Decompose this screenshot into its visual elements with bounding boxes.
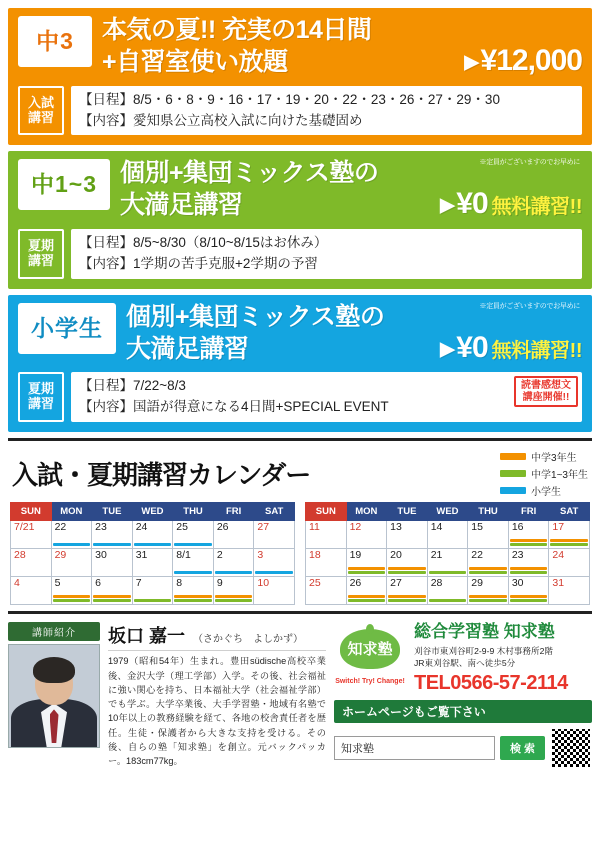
weekday-sun: SUN — [306, 503, 347, 521]
detail-text-box — [71, 372, 582, 422]
calendar-day-bars — [510, 567, 548, 575]
calendar-course-bar — [255, 571, 293, 574]
calendar-grids — [8, 502, 592, 605]
calendar-day-cell — [92, 577, 133, 605]
calendar-day-number: 11 — [309, 521, 320, 534]
calendar-day-number: 22 — [471, 549, 483, 562]
calendar-course-bar — [388, 567, 426, 570]
calendar-week-row — [11, 521, 295, 549]
telephone-number[interactable]: TEL0566-57-2114 — [414, 671, 568, 694]
calendar-day-number: 26 — [216, 521, 229, 534]
calendar-day-cell — [468, 577, 509, 605]
detail-tag-line1: 夏期 — [27, 381, 54, 397]
promo-header — [18, 159, 582, 221]
calendar-day-bars — [134, 599, 172, 602]
calendar-day-number: 22 — [54, 521, 67, 534]
calendar-course-bar — [53, 543, 91, 546]
detail-content: 【内容】愛知県公立高校入試に向けた基礎固め — [79, 112, 363, 128]
weekday-thu: THU — [468, 503, 509, 521]
calendar-day-number: 27 — [257, 521, 270, 534]
promo-detail — [18, 229, 582, 279]
arrow-icon: ▶ — [440, 338, 455, 360]
detail-text-box — [71, 229, 582, 279]
calendar-course-bar — [388, 595, 426, 598]
special-event-stamp — [514, 376, 578, 407]
calendar-header — [8, 449, 592, 502]
calendar-day-cell — [173, 521, 214, 549]
school-address — [414, 645, 568, 670]
calendar-day-bars — [134, 543, 172, 546]
calendar-day-number: 13 — [390, 521, 402, 534]
calendar-day-number: 8 — [176, 577, 183, 590]
calendar-day-cell — [346, 549, 387, 577]
calendar-day-bars — [215, 595, 253, 603]
calendar-day-cell — [213, 549, 254, 577]
calendar-day-number: 26 — [349, 577, 362, 590]
price-value: ¥0 — [456, 187, 488, 221]
stamp-line2: 講座開催!! — [522, 391, 570, 403]
promo-headline — [120, 159, 582, 221]
calendar-day-cell — [508, 521, 549, 549]
calendar-day-number: 24 — [552, 549, 565, 562]
calendar-legend — [500, 449, 588, 498]
calendar-day-bars — [510, 595, 548, 603]
calendar-day-bars — [550, 539, 588, 547]
calendar-day-cell — [468, 521, 509, 549]
headline-line2: 大満足講習 — [120, 191, 243, 220]
calendar-day-number: 18 — [309, 549, 321, 562]
calendar-course-bar — [348, 595, 386, 598]
promo-detail — [18, 86, 582, 136]
calendar-course-bar — [174, 595, 212, 598]
weekday-mon: MON — [346, 503, 387, 521]
calendar-day-number: 21 — [430, 549, 443, 562]
weekday-tue: TUE — [92, 503, 133, 521]
calendar-day-number: 10 — [257, 577, 270, 590]
calendar-day-bars — [255, 571, 293, 574]
contact-top-row — [334, 622, 592, 694]
calendar-course-bar — [510, 599, 548, 602]
legend-item — [500, 449, 588, 464]
calendar-day-bars — [469, 595, 507, 603]
price-group — [464, 44, 582, 78]
legend-label: 中学1~3年生 — [531, 470, 588, 482]
calendar-day-number: 27 — [390, 577, 402, 590]
calendar-day-number: 20 — [390, 549, 402, 562]
calendar-day-bars — [348, 567, 386, 575]
calendar-day-cell — [92, 521, 133, 549]
calendar-course-bar — [510, 571, 548, 574]
calendar-course-bar — [53, 599, 91, 602]
calendar-day-number: 7 — [135, 577, 142, 590]
calendar-day-number: 28 — [430, 577, 443, 590]
price-group — [440, 187, 582, 221]
calendar-section — [8, 438, 592, 605]
calendar-day-cell — [387, 521, 428, 549]
address-line2: JR東刈谷駅、南へ徒歩5分 — [414, 658, 516, 669]
calendar-day-bars — [93, 543, 131, 546]
calendar-day-cell — [213, 521, 254, 549]
promo-header — [18, 16, 582, 78]
calendar-course-bar — [134, 599, 172, 602]
calendar-course-bar — [429, 571, 467, 574]
calendar-day-number: 12 — [349, 521, 362, 534]
weekday-sun: SUN — [11, 503, 52, 521]
calendar-day-bars — [429, 599, 467, 602]
promo-headline — [126, 303, 582, 365]
calendar-week-row — [11, 549, 295, 577]
stamp-line1: 読書感想文 — [521, 380, 571, 392]
calendar-day-cell — [549, 549, 590, 577]
calendar-month-august — [305, 502, 590, 605]
calendar-day-number: 24 — [135, 521, 148, 534]
calendar-day-number: 31 — [552, 577, 565, 590]
calendar-day-cell — [173, 577, 214, 605]
calendar-day-cell — [11, 549, 52, 577]
calendar-day-cell — [173, 549, 214, 577]
weekday-tue: TUE — [387, 503, 428, 521]
qr-code-icon[interactable] — [550, 727, 592, 769]
calendar-day-cell — [51, 521, 92, 549]
calendar-course-bar — [429, 599, 467, 602]
price-value: ¥12,000 — [480, 44, 582, 77]
grade-badge: 中3 — [18, 16, 92, 67]
detail-tag-line2: 講習 — [27, 252, 54, 268]
calendar-course-bar — [93, 599, 131, 602]
calendar-day-number: 19 — [349, 549, 362, 562]
contact-details — [414, 622, 568, 694]
calendar-course-bar — [469, 599, 507, 602]
calendar-day-cell — [11, 521, 52, 549]
calendar-day-cell — [346, 521, 387, 549]
arrow-icon: ▶ — [464, 52, 479, 73]
calendar-day-number: 29 — [54, 549, 67, 562]
weekday-mon: MON — [51, 503, 92, 521]
legend-swatch-green — [500, 470, 526, 477]
calendar-day-bars — [174, 543, 212, 546]
free-label: 無料講習!! — [491, 196, 582, 219]
calendar-week-row — [306, 521, 590, 549]
calendar-day-cell — [508, 577, 549, 605]
calendar-day-bars — [469, 567, 507, 575]
calendar-day-number: 8/1 — [176, 549, 191, 562]
calendar-day-cell — [213, 577, 254, 605]
promo-headline — [102, 16, 582, 78]
calendar-course-bar — [215, 599, 253, 602]
calendar-table — [10, 502, 295, 605]
photo-hair — [33, 657, 75, 683]
detail-content: 【内容】国語が得意になる4日間+SPECIAL EVENT — [79, 399, 389, 415]
calendar-day-cell — [427, 521, 468, 549]
calendar-day-bars — [388, 595, 426, 603]
weekday-sat: SAT — [549, 503, 590, 521]
calendar-day-cell — [427, 577, 468, 605]
promo-header — [18, 303, 582, 365]
detail-text-box — [71, 86, 582, 136]
calendar-week-row — [306, 577, 590, 605]
promo-block-elementary — [8, 295, 592, 432]
calendar-course-bar — [388, 571, 426, 574]
grade-badge: 中1~3 — [18, 159, 110, 210]
calendar-day-number: 30 — [511, 577, 524, 590]
headline-line1: 個別+集団ミックス塾の — [120, 159, 379, 188]
headline-line1: 個別+集団ミックス塾の — [126, 302, 385, 331]
calendar-day-cell — [387, 549, 428, 577]
calendar-day-cell — [508, 549, 549, 577]
detail-tag-line1: 入試 — [27, 94, 54, 110]
arrow-icon: ▶ — [440, 195, 455, 217]
promo-block-junior3 — [8, 8, 592, 145]
calendar-course-bar — [388, 599, 426, 602]
logo-text: 知求塾 — [347, 641, 393, 659]
detail-date: 【日程】7/22~8/3 — [79, 378, 186, 394]
teacher-photo — [8, 644, 100, 748]
legend-item — [500, 483, 588, 498]
detail-tag — [18, 229, 64, 279]
calendar-course-bar — [174, 571, 212, 574]
address-line1: 刈谷市東刈谷町2-9-9 木村事務所2階 — [414, 645, 553, 656]
calendar-course-bar — [469, 571, 507, 574]
calendar-course-bar — [550, 539, 588, 542]
calendar-day-number: 16 — [511, 521, 524, 534]
calendar-course-bar — [93, 595, 131, 598]
calendar-day-bars — [174, 571, 212, 574]
calendar-week-row — [11, 577, 295, 605]
calendar-week-row — [306, 549, 590, 577]
calendar-day-bars — [53, 543, 91, 546]
detail-date: 【日程】8/5・6・8・9・16・17・19・20・22・23・26・27・29・30 — [79, 91, 500, 107]
calendar-course-bar — [550, 543, 588, 546]
headline-line1: 本気の夏!! 充実の14日間 — [102, 16, 372, 44]
legend-label: 小学生 — [531, 487, 562, 499]
search-button[interactable]: 検 索 — [500, 736, 545, 760]
search-row — [334, 727, 592, 769]
calendar-course-bar — [215, 571, 253, 574]
calendar-day-number: 23 — [511, 549, 524, 562]
legend-swatch-orange — [500, 453, 526, 460]
calendar-body-0 — [11, 521, 295, 605]
headline-line2: +自習室使い放題 — [102, 48, 288, 76]
weekday-sat: SAT — [254, 503, 295, 521]
headline-line2: 大満足講習 — [126, 334, 249, 363]
calendar-course-bar — [174, 543, 212, 546]
calendar-title: 入試・夏期講習カレンダー — [12, 460, 311, 491]
calendar-day-cell — [254, 549, 295, 577]
calendar-day-cell — [11, 577, 52, 605]
calendar-day-cell — [132, 549, 173, 577]
calendar-day-cell — [306, 521, 347, 549]
calendar-course-bar — [348, 599, 386, 602]
price-group — [440, 331, 582, 365]
homepage-banner: ホームページもご覧下さい — [334, 700, 592, 723]
calendar-course-bar — [215, 595, 253, 598]
calendar-table — [305, 502, 590, 605]
calendar-day-bars — [510, 539, 548, 547]
calendar-day-cell — [427, 549, 468, 577]
calendar-day-number: 28 — [14, 549, 26, 562]
detail-tag-line1: 夏期 — [27, 238, 54, 254]
calendar-course-bar — [93, 543, 131, 546]
calendar-day-cell — [306, 577, 347, 605]
legend-label: 中学3年生 — [531, 453, 577, 465]
logo-tagline: Switch! Try! Change! — [335, 678, 405, 686]
footer-section — [8, 611, 592, 768]
calendar-day-cell — [51, 577, 92, 605]
grade-badge: 小学生 — [18, 303, 116, 354]
calendar-course-bar — [348, 567, 386, 570]
calendar-day-bars — [53, 595, 91, 603]
calendar-course-bar — [53, 595, 91, 598]
calendar-day-number: 4 — [14, 577, 20, 590]
calendar-weekday-row — [306, 503, 590, 521]
calendar-day-bars — [93, 595, 131, 603]
calendar-course-bar — [134, 543, 172, 546]
teacher-ribbon-label: 講師紹介 — [8, 622, 100, 641]
calendar-course-bar — [348, 571, 386, 574]
calendar-day-bars — [388, 567, 426, 575]
calendar-body-1 — [306, 521, 590, 605]
calendar-course-bar — [174, 599, 212, 602]
calendar-day-cell — [468, 549, 509, 577]
detail-tag-line2: 講習 — [27, 396, 54, 412]
calendar-day-number: 29 — [471, 577, 483, 590]
calendar-day-number: 7/21 — [14, 521, 35, 534]
capacity-note: ※定員がございますのでお早めに — [479, 159, 580, 167]
capacity-note: ※定員がございますのでお早めに — [479, 302, 580, 310]
calendar-day-cell — [254, 577, 295, 605]
weekday-fri: FRI — [508, 503, 549, 521]
calendar-day-cell — [549, 577, 590, 605]
calendar-day-number: 30 — [95, 549, 107, 562]
calendar-course-bar — [510, 539, 548, 542]
calendar-day-bars — [215, 571, 253, 574]
search-input[interactable] — [334, 736, 495, 760]
calendar-day-number: 9 — [216, 577, 223, 590]
detail-tag — [18, 372, 64, 422]
flyer-page — [0, 8, 600, 848]
weekday-wed: WED — [132, 503, 173, 521]
calendar-day-cell — [132, 521, 173, 549]
calendar-course-bar — [510, 595, 548, 598]
teacher-name: 坂口 嘉一 — [108, 626, 186, 647]
free-label: 無料講習!! — [491, 339, 582, 362]
calendar-day-cell — [306, 549, 347, 577]
calendar-day-cell — [549, 521, 590, 549]
detail-content: 【内容】1学期の苦手克服+2学期の予習 — [79, 255, 318, 271]
calendar-day-number: 25 — [309, 577, 321, 590]
calendar-day-cell — [254, 521, 295, 549]
calendar-day-number: 14 — [430, 521, 443, 534]
contact-block — [334, 622, 592, 768]
promo-block-junior1to3 — [8, 151, 592, 288]
calendar-course-bar — [469, 567, 507, 570]
calendar-day-cell — [92, 549, 133, 577]
calendar-day-number: 2 — [216, 549, 223, 562]
calendar-day-cell — [132, 577, 173, 605]
weekday-wed: WED — [427, 503, 468, 521]
calendar-day-number: 6 — [95, 577, 101, 590]
teacher-description: 1979（昭和54年）生まれ。豊田südische高校卒業後、金沢大学（理工学部）入学。その後、社会福祉に強い関心を持ち、日本福祉大学（社会福祉学部）でも学ぶ。大学卒業後、大手学習塾・地域有名塾で10年以上の教務経験を経て、各地の校舎責任者を歴任。生徒・保護者から大きな支持を受ける。その後、自らの塾「知求塾」を創立。元バックパッカー。183cm77kg。 — [108, 656, 326, 767]
weekday-fri: FRI — [213, 503, 254, 521]
legend-item — [500, 466, 588, 481]
teacher-text — [108, 622, 326, 768]
calendar-day-cell — [387, 577, 428, 605]
calendar-day-bars — [429, 571, 467, 574]
promo-detail — [18, 372, 582, 422]
price-value: ¥0 — [456, 330, 488, 364]
calendar-day-cell — [346, 577, 387, 605]
teacher-name-row — [108, 622, 326, 651]
teacher-name-kana: （さかぐち よしかず） — [193, 634, 304, 646]
school-logo-icon — [334, 629, 406, 687]
calendar-course-bar — [510, 567, 548, 570]
calendar-course-bar — [469, 595, 507, 598]
calendar-month-july — [10, 502, 295, 605]
calendar-day-bars — [174, 595, 212, 603]
calendar-weekday-row — [11, 503, 295, 521]
calendar-day-bars — [348, 595, 386, 603]
detail-date: 【日程】8/5~8/30（8/10~8/15はお休み） — [79, 235, 328, 251]
school-name: 総合学習塾 知求塾 — [414, 622, 555, 642]
calendar-course-bar — [510, 543, 548, 546]
teacher-profile — [8, 622, 326, 768]
calendar-day-number: 5 — [54, 577, 61, 590]
teacher-photo-column — [8, 622, 100, 768]
calendar-day-number: 3 — [257, 549, 264, 562]
calendar-day-number: 15 — [471, 521, 483, 534]
calendar-day-number: 31 — [135, 549, 148, 562]
weekday-thu: THU — [173, 503, 214, 521]
calendar-day-number: 23 — [95, 521, 107, 534]
detail-tag-line2: 講習 — [27, 109, 54, 125]
calendar-day-number: 25 — [176, 521, 188, 534]
calendar-day-number: 17 — [552, 521, 565, 534]
legend-swatch-blue — [500, 487, 526, 494]
calendar-day-cell — [51, 549, 92, 577]
detail-tag — [18, 86, 64, 136]
